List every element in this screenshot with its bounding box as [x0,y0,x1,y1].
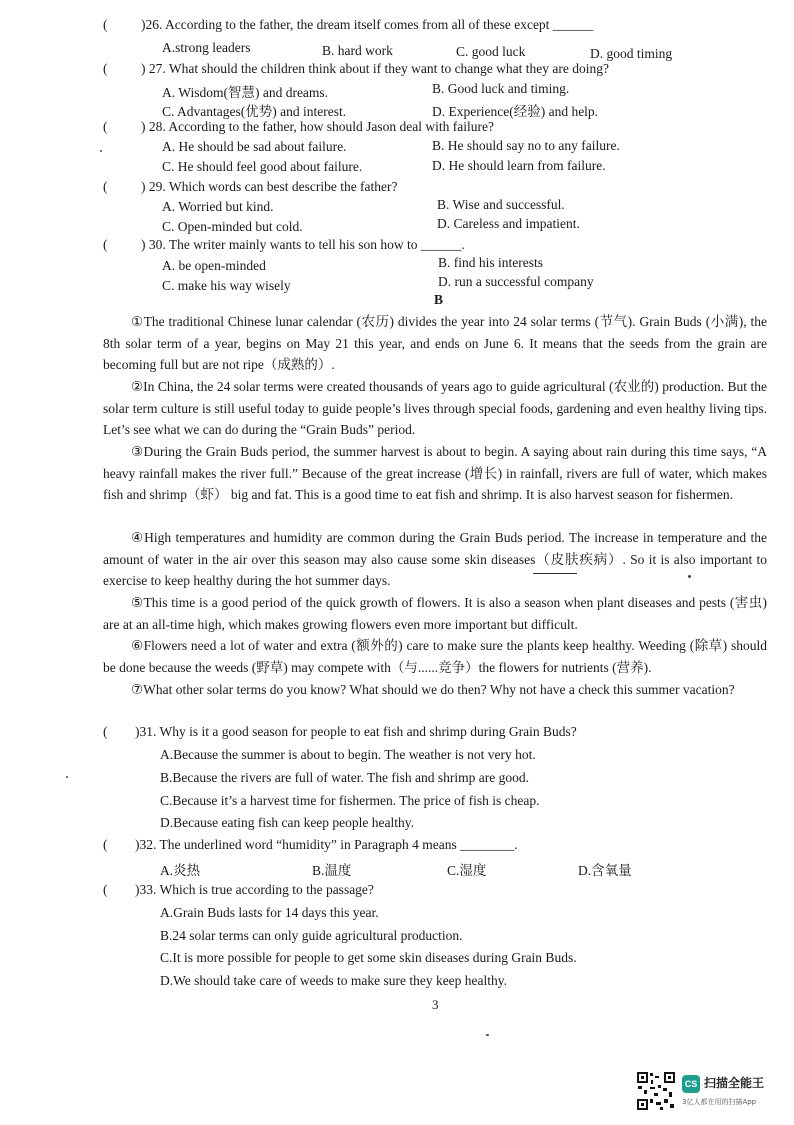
option-d: D. run a successful company [438,274,594,289]
option-d: D. He should learn from failure. [432,158,606,173]
paragraph-2: ②In China, the 24 solar terms were created thousands of years ago to guide agricultural (农业的) production. But the solar term culture is still useful today to guide people’s lives through special foods, gardening and even healthy living tips. Let’s see what we can do during the “Grain Buds” period. [103,379,767,437]
option-b: B.温度 [312,863,352,878]
scan-speck [66,776,68,778]
paragraph-1: ①The traditional Chinese lunar calendar (农历) divides the year into 24 solar terms (节气). Grain Buds (小满), the 8th solar term of a year, begins on May 21 this year, and ends on June 6. It means that the seeds from the grain are becoming full but are not ripe（成熟的）. [103,314,767,372]
answer-bracket: ( [103,119,108,134]
option-b: B. He should say no to any failure. [432,138,620,153]
paragraph-4: ④High temperatures and humidity are common during the Grain Buds period. The increase in temperature and the amount of water in the air over this season may also cause some skin diseases（皮肤疾病）. So it is also important to exercise to keep healthy during the hot summer days. [103,530,767,588]
answer-bracket: ( [103,724,108,739]
question-stem: ) 30. The writer mainly wants to tell his son how to ______. [141,237,465,252]
question-stem: ) 27. What should the children think about if they want to change what they are doing? [141,61,609,76]
question-26 [103,17,593,33]
answer-bracket: ( [103,837,108,852]
option-c: C. good luck [456,44,526,59]
option-c: C. Advantages(优势) and interest. [162,104,347,119]
paragraph-5: ⑤This time is a good period of the quick growth of flowers. It is also a season when plant diseases and pests (害虫) are at an all-time high, which makes growing flowers even more important but difficult. [103,595,767,632]
answer-bracket: ( [103,61,108,76]
option-b: B.24 solar terms can only guide agricultural production. [160,928,463,943]
pencil-mark [533,573,577,574]
question-27 [103,61,609,77]
option-a: A. Worried but kind. [162,199,274,214]
question-stem: ) 28. According to the father, how should Jason deal with failure? [141,119,494,134]
answer-bracket: ( [103,17,108,32]
option-d: D.Because eating fish can keep people healthy. [160,815,415,830]
scanner-app-name: 扫描全能王 [704,1076,765,1090]
page-number: 3 [432,997,439,1012]
option-d: D.含氧量 [578,863,632,878]
option-a: A.strong leaders [162,40,251,55]
option-a: A. Wisdom(智慧) and dreams. [162,85,329,100]
option-a: A. be open-minded [162,258,266,273]
paragraph-3: ③During the Grain Buds period, the summer harvest is about to begin. A saying about rain during this time says, “A heavy rainfall makes the river full.” Because of the great increase (增长) in rainfall, rivers are full of water, which makes fish and shrimp（虾） big and fat. This is a good time to eat fish and shrimp. It is also harvest season for fishermen. [103,444,767,502]
cs-logo-icon: CS [682,1075,700,1093]
question-stem: )32. The underlined word “humidity” in Paragraph 4 means ________. [135,837,518,852]
scan-speck [688,575,691,578]
option-b: B. Good luck and timing. [432,81,570,96]
option-b: B. find his interests [438,255,543,270]
option-c: C.Because it’s a harvest time for fishermen. The price of fish is cheap. [160,793,540,808]
answer-bracket: ( [103,882,108,897]
question-33 [103,882,374,898]
scanner-watermark [636,1071,786,1115]
scan-speck [100,150,102,152]
option-c: C.湿度 [447,863,487,878]
option-d: D. Experience(经验) and help. [432,104,599,119]
scanner-tagline: 3亿人都在用的扫描App [682,1098,757,1106]
question-stem: )33. Which is true according to the passage? [135,882,374,897]
question-30 [103,237,465,253]
question-stem: ) 29. Which words can best describe the father? [141,179,398,194]
option-c: C. He should feel good about failure. [162,159,363,174]
answer-bracket: ( [103,237,108,252]
option-a: A. He should be sad about failure. [162,139,347,154]
option-b: B. Wise and successful. [437,197,565,212]
question-31 [103,724,577,740]
question-29 [103,179,398,195]
option-a: A.Because the summer is about to begin. The weather is not very hot. [160,747,536,762]
option-c: C. Open-minded but cold. [162,219,303,234]
option-d: D.We should take care of weeds to make sure they keep healthy. [160,973,508,988]
qr-code-icon [636,1071,676,1111]
scan-speck [486,1034,489,1036]
option-c: C. make his way wisely [162,278,291,293]
question-28 [103,119,494,135]
paragraph-7: ⑦What other solar terms do you know? What should we do then? Why not have a check this summer vacation? [131,682,735,697]
option-a: A.炎热 [160,863,201,878]
option-a: A.Grain Buds lasts for 14 days this year. [160,905,379,920]
option-b: B. hard work [322,43,393,58]
option-d: D. Careless and impatient. [437,216,580,231]
section-label: B [434,292,444,307]
question-32 [103,837,518,853]
question-stem: )26. According to the father, the dream itself comes from all of these except ______ [141,17,594,32]
paragraph-6: ⑥Flowers need a lot of water and extra (额外的) care to make sure the plants keep healthy. Weeding (除草) should be done because the weeds (野草) may compete with（与......竞争）the flowers for nutrients (营养). [103,638,767,675]
option-c: C.It is more possible for people to get some skin diseases during Grain Buds. [160,950,577,965]
answer-bracket: ( [103,179,108,194]
option-d: D. good timing [590,46,673,61]
option-b: B.Because the rivers are full of water. The fish and shrimp are good. [160,770,530,785]
question-stem: )31. Why is it a good season for people to eat fish and shrimp during Grain Buds? [135,724,577,739]
